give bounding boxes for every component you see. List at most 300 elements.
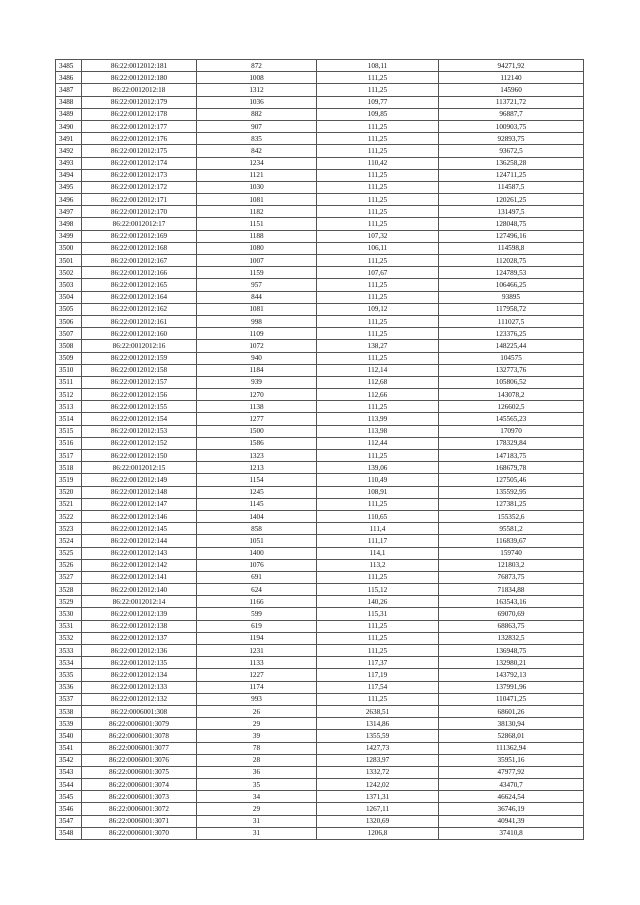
table-row [56, 96, 584, 108]
cadastral-number-cell: 86:22:0012012:171 [82, 194, 197, 206]
row-number-cell: 3511 [56, 376, 82, 388]
area-cell: 993 [197, 693, 317, 705]
row-number-cell: 3527 [56, 571, 82, 583]
cadastral-number-cell: 86:22:0012012:168 [82, 242, 197, 254]
row-number-cell: 3507 [56, 328, 82, 340]
area-cell: 1231 [197, 645, 317, 657]
area-cell: 1188 [197, 230, 317, 242]
area-cell: 957 [197, 279, 317, 291]
cadastral-number-cell: 86:22:0012012:145 [82, 523, 197, 535]
table-body [56, 60, 584, 840]
table-row [56, 754, 584, 766]
rate-cell: 111,25 [317, 352, 439, 364]
cadastral-number-cell: 86:22:0012012:179 [82, 96, 197, 108]
value-cell: 94271,92 [439, 60, 584, 72]
rate-cell: 1314,86 [317, 718, 439, 730]
rate-cell: 111,4 [317, 523, 439, 535]
area-cell: 1323 [197, 450, 317, 462]
value-cell: 93895 [439, 291, 584, 303]
value-cell: 143792,13 [439, 669, 584, 681]
table-row [56, 401, 584, 413]
value-cell: 126602,5 [439, 401, 584, 413]
area-cell: 1151 [197, 218, 317, 230]
row-number-cell: 3522 [56, 510, 82, 522]
table-row [56, 766, 584, 778]
area-cell: 1277 [197, 413, 317, 425]
row-number-cell: 3538 [56, 705, 82, 717]
value-cell: 168679,78 [439, 462, 584, 474]
row-number-cell: 3499 [56, 230, 82, 242]
table-row [56, 584, 584, 596]
area-cell: 26 [197, 705, 317, 717]
area-cell: 599 [197, 608, 317, 620]
area-cell: 842 [197, 145, 317, 157]
cadastral-number-cell: 86:22:0012012:150 [82, 450, 197, 462]
table-row [56, 315, 584, 327]
cadastral-number-cell: 86:22:0006001:3072 [82, 803, 197, 815]
area-cell: 624 [197, 584, 317, 596]
row-number-cell: 3485 [56, 60, 82, 72]
cadastral-number-cell: 86:22:0012012:172 [82, 181, 197, 193]
table-row [56, 267, 584, 279]
table-row [56, 523, 584, 535]
value-cell: 112140 [439, 72, 584, 84]
row-number-cell: 3492 [56, 145, 82, 157]
rate-cell: 112,14 [317, 364, 439, 376]
area-cell: 940 [197, 352, 317, 364]
cadastral-number-cell: 86:22:0006001:3070 [82, 827, 197, 839]
value-cell: 143078,2 [439, 389, 584, 401]
row-number-cell: 3516 [56, 437, 82, 449]
rate-cell: 111,25 [317, 145, 439, 157]
area-cell: 1194 [197, 632, 317, 644]
value-cell: 127381,25 [439, 498, 584, 510]
cadastral-number-cell: 86:22:0012012:17 [82, 218, 197, 230]
area-cell: 1007 [197, 255, 317, 267]
area-cell: 36 [197, 766, 317, 778]
rate-cell: 111,25 [317, 255, 439, 267]
value-cell: 93672,5 [439, 145, 584, 157]
rate-cell: 117,54 [317, 681, 439, 693]
table-row [56, 535, 584, 547]
cadastral-number-cell: 86:22:0012012:141 [82, 571, 197, 583]
row-number-cell: 3546 [56, 803, 82, 815]
area-cell: 835 [197, 133, 317, 145]
table-row [56, 559, 584, 571]
value-cell: 68601,26 [439, 705, 584, 717]
area-cell: 907 [197, 120, 317, 132]
value-cell: 46624,54 [439, 791, 584, 803]
cadastral-number-cell: 86:22:0012012:165 [82, 279, 197, 291]
value-cell: 105806,52 [439, 376, 584, 388]
table-row [56, 194, 584, 206]
area-cell: 1121 [197, 169, 317, 181]
value-cell: 148225,44 [439, 340, 584, 352]
cadastral-number-cell: 86:22:0012012:159 [82, 352, 197, 364]
table-row [56, 60, 584, 72]
area-cell: 882 [197, 108, 317, 120]
row-number-cell: 3487 [56, 84, 82, 96]
rate-cell: 1332,72 [317, 766, 439, 778]
row-number-cell: 3547 [56, 815, 82, 827]
data-table [55, 59, 584, 840]
table-row [56, 181, 584, 193]
cadastral-number-cell: 86:22:0012012:177 [82, 120, 197, 132]
area-cell: 1400 [197, 547, 317, 559]
value-cell: 37410,8 [439, 827, 584, 839]
table-row [56, 510, 584, 522]
value-cell: 123376,25 [439, 328, 584, 340]
rate-cell: 1427,73 [317, 742, 439, 754]
row-number-cell: 3545 [56, 791, 82, 803]
table-row [56, 815, 584, 827]
table-row [56, 462, 584, 474]
table-row [56, 425, 584, 437]
value-cell: 71834,88 [439, 584, 584, 596]
value-cell: 35951,16 [439, 754, 584, 766]
cadastral-number-cell: 86:22:0012012:170 [82, 206, 197, 218]
row-number-cell: 3508 [56, 340, 82, 352]
row-number-cell: 3529 [56, 596, 82, 608]
rate-cell: 1267,11 [317, 803, 439, 815]
row-number-cell: 3509 [56, 352, 82, 364]
table-row [56, 352, 584, 364]
value-cell: 136948,75 [439, 645, 584, 657]
table-row [56, 389, 584, 401]
row-number-cell: 3525 [56, 547, 82, 559]
cadastral-number-cell: 86:22:0012012:14 [82, 596, 197, 608]
area-cell: 1182 [197, 206, 317, 218]
cadastral-number-cell: 86:22:0012012:173 [82, 169, 197, 181]
area-cell: 1081 [197, 194, 317, 206]
row-number-cell: 3534 [56, 657, 82, 669]
cadastral-number-cell: 86:22:0012012:138 [82, 620, 197, 632]
area-cell: 1138 [197, 401, 317, 413]
area-cell: 29 [197, 718, 317, 730]
row-number-cell: 3540 [56, 730, 82, 742]
row-number-cell: 3504 [56, 291, 82, 303]
cadastral-number-cell: 86:22:0006001:3071 [82, 815, 197, 827]
value-cell: 69070,69 [439, 608, 584, 620]
rate-cell: 111,25 [317, 315, 439, 327]
table-row [56, 120, 584, 132]
value-cell: 110471,25 [439, 693, 584, 705]
row-number-cell: 3544 [56, 779, 82, 791]
area-cell: 29 [197, 803, 317, 815]
rate-cell: 117,19 [317, 669, 439, 681]
rate-cell: 114,1 [317, 547, 439, 559]
table-row [56, 657, 584, 669]
table-row [56, 705, 584, 717]
area-cell: 1133 [197, 657, 317, 669]
rate-cell: 107,32 [317, 230, 439, 242]
cadastral-number-cell: 86:22:0012012:178 [82, 108, 197, 120]
cadastral-number-cell: 86:22:0012012:180 [82, 72, 197, 84]
table-row [56, 669, 584, 681]
row-number-cell: 3517 [56, 450, 82, 462]
table-row [56, 376, 584, 388]
area-cell: 1159 [197, 267, 317, 279]
rate-cell: 110,49 [317, 474, 439, 486]
cadastral-number-cell: 86:22:0012012:133 [82, 681, 197, 693]
value-cell: 147183,75 [439, 450, 584, 462]
cadastral-number-cell: 86:22:0012012:156 [82, 389, 197, 401]
rate-cell: 109,85 [317, 108, 439, 120]
cadastral-number-cell: 86:22:0006001:3077 [82, 742, 197, 754]
value-cell: 96887,7 [439, 108, 584, 120]
table-row [56, 474, 584, 486]
value-cell: 117958,72 [439, 303, 584, 315]
area-cell: 1245 [197, 486, 317, 498]
table-row [56, 779, 584, 791]
row-number-cell: 3518 [56, 462, 82, 474]
area-cell: 31 [197, 827, 317, 839]
area-cell: 1234 [197, 157, 317, 169]
table-row [56, 157, 584, 169]
table-row [56, 133, 584, 145]
table-row [56, 291, 584, 303]
rate-cell: 111,25 [317, 571, 439, 583]
row-number-cell: 3502 [56, 267, 82, 279]
rate-cell: 111,25 [317, 620, 439, 632]
row-number-cell: 3491 [56, 133, 82, 145]
table-row [56, 681, 584, 693]
cadastral-number-cell: 86:22:0012012:157 [82, 376, 197, 388]
area-cell: 1500 [197, 425, 317, 437]
value-cell: 155352,6 [439, 510, 584, 522]
row-number-cell: 3528 [56, 584, 82, 596]
area-cell: 1145 [197, 498, 317, 510]
table-row [56, 230, 584, 242]
table-row [56, 608, 584, 620]
value-cell: 52868,01 [439, 730, 584, 742]
row-number-cell: 3494 [56, 169, 82, 181]
rate-cell: 111,25 [317, 72, 439, 84]
row-number-cell: 3542 [56, 754, 82, 766]
row-number-cell: 3514 [56, 413, 82, 425]
cadastral-number-cell: 86:22:0012012:18 [82, 84, 197, 96]
cadastral-number-cell: 86:22:0012012:175 [82, 145, 197, 157]
rate-cell: 109,12 [317, 303, 439, 315]
rate-cell: 140,26 [317, 596, 439, 608]
cadastral-number-cell: 86:22:0012012:15 [82, 462, 197, 474]
cadastral-number-cell: 86:22:0012012:167 [82, 255, 197, 267]
rate-cell: 112,44 [317, 437, 439, 449]
rate-cell: 111,25 [317, 645, 439, 657]
table-row [56, 437, 584, 449]
row-number-cell: 3524 [56, 535, 82, 547]
rate-cell: 113,2 [317, 559, 439, 571]
cadastral-number-cell: 86:22:0012012:162 [82, 303, 197, 315]
rate-cell: 111,17 [317, 535, 439, 547]
table-row [56, 328, 584, 340]
rate-cell: 2638,51 [317, 705, 439, 717]
table-row [56, 72, 584, 84]
value-cell: 178329,84 [439, 437, 584, 449]
table-row [56, 791, 584, 803]
table-row [56, 730, 584, 742]
rate-cell: 108,11 [317, 60, 439, 72]
value-cell: 127496,16 [439, 230, 584, 242]
row-number-cell: 3500 [56, 242, 82, 254]
table-row [56, 498, 584, 510]
value-cell: 38130,94 [439, 718, 584, 730]
rate-cell: 111,25 [317, 401, 439, 413]
area-cell: 31 [197, 815, 317, 827]
area-cell: 1213 [197, 462, 317, 474]
rate-cell: 139,06 [317, 462, 439, 474]
row-number-cell: 3535 [56, 669, 82, 681]
value-cell: 135592,95 [439, 486, 584, 498]
area-cell: 619 [197, 620, 317, 632]
table-row [56, 169, 584, 181]
value-cell: 36746,19 [439, 803, 584, 815]
row-number-cell: 3515 [56, 425, 82, 437]
rate-cell: 115,31 [317, 608, 439, 620]
area-cell: 844 [197, 291, 317, 303]
cadastral-number-cell: 86:22:0012012:140 [82, 584, 197, 596]
table-row [56, 279, 584, 291]
value-cell: 131497,5 [439, 206, 584, 218]
row-number-cell: 3496 [56, 194, 82, 206]
cadastral-number-cell: 86:22:0012012:161 [82, 315, 197, 327]
value-cell: 132980,21 [439, 657, 584, 669]
cadastral-number-cell: 86:22:0012012:160 [82, 328, 197, 340]
value-cell: 111362,94 [439, 742, 584, 754]
cadastral-number-cell: 86:22:0012012:181 [82, 60, 197, 72]
area-cell: 1008 [197, 72, 317, 84]
cadastral-number-cell: 86:22:0012012:146 [82, 510, 197, 522]
rate-cell: 111,25 [317, 693, 439, 705]
rate-cell: 109,77 [317, 96, 439, 108]
table-row [56, 645, 584, 657]
area-cell: 1076 [197, 559, 317, 571]
value-cell: 159740 [439, 547, 584, 559]
table-row [56, 413, 584, 425]
cadastral-number-cell: 86:22:0012012:154 [82, 413, 197, 425]
row-number-cell: 3536 [56, 681, 82, 693]
cadastral-number-cell: 86:22:0012012:158 [82, 364, 197, 376]
rate-cell: 1206,8 [317, 827, 439, 839]
rate-cell: 1371,31 [317, 791, 439, 803]
value-cell: 111027,5 [439, 315, 584, 327]
rate-cell: 113,98 [317, 425, 439, 437]
value-cell: 136258,28 [439, 157, 584, 169]
rate-cell: 111,25 [317, 218, 439, 230]
area-cell: 1174 [197, 681, 317, 693]
value-cell: 124711,25 [439, 169, 584, 181]
value-cell: 124789,53 [439, 267, 584, 279]
row-number-cell: 3510 [56, 364, 82, 376]
row-number-cell: 3497 [56, 206, 82, 218]
table-row [56, 632, 584, 644]
rate-cell: 111,25 [317, 450, 439, 462]
area-cell: 1051 [197, 535, 317, 547]
area-cell: 1072 [197, 340, 317, 352]
rate-cell: 117,37 [317, 657, 439, 669]
rate-cell: 111,25 [317, 120, 439, 132]
cadastral-number-cell: 86:22:0006001:308 [82, 705, 197, 717]
rate-cell: 111,25 [317, 279, 439, 291]
cadastral-number-cell: 86:22:0006001:3076 [82, 754, 197, 766]
cadastral-number-cell: 86:22:0012012:136 [82, 645, 197, 657]
rate-cell: 1242,02 [317, 779, 439, 791]
row-number-cell: 3490 [56, 120, 82, 132]
cadastral-number-cell: 86:22:0012012:137 [82, 632, 197, 644]
cadastral-number-cell: 86:22:0012012:166 [82, 267, 197, 279]
table-row [56, 84, 584, 96]
cadastral-number-cell: 86:22:0012012:148 [82, 486, 197, 498]
table-row [56, 255, 584, 267]
value-cell: 128048,75 [439, 218, 584, 230]
value-cell: 68863,75 [439, 620, 584, 632]
cadastral-number-cell: 86:22:0012012:139 [82, 608, 197, 620]
table-row [56, 718, 584, 730]
area-cell: 1166 [197, 596, 317, 608]
table-row [56, 486, 584, 498]
cadastral-number-cell: 86:22:0012012:174 [82, 157, 197, 169]
table-row [56, 108, 584, 120]
value-cell: 114587,5 [439, 181, 584, 193]
row-number-cell: 3503 [56, 279, 82, 291]
row-number-cell: 3537 [56, 693, 82, 705]
cadastral-number-cell: 86:22:0012012:147 [82, 498, 197, 510]
area-cell: 939 [197, 376, 317, 388]
value-cell: 112028,75 [439, 255, 584, 267]
value-cell: 145565,23 [439, 413, 584, 425]
rate-cell: 106,11 [317, 242, 439, 254]
row-number-cell: 3531 [56, 620, 82, 632]
rate-cell: 111,25 [317, 84, 439, 96]
value-cell: 113721,72 [439, 96, 584, 108]
value-cell: 95581,2 [439, 523, 584, 535]
rate-cell: 111,25 [317, 291, 439, 303]
area-cell: 1081 [197, 303, 317, 315]
value-cell: 40941,39 [439, 815, 584, 827]
table-row [56, 693, 584, 705]
row-number-cell: 3520 [56, 486, 82, 498]
table-row [56, 242, 584, 254]
area-cell: 35 [197, 779, 317, 791]
row-number-cell: 3541 [56, 742, 82, 754]
cadastral-number-cell: 86:22:0006001:3078 [82, 730, 197, 742]
area-cell: 28 [197, 754, 317, 766]
rate-cell: 138,27 [317, 340, 439, 352]
row-number-cell: 3526 [56, 559, 82, 571]
rate-cell: 111,25 [317, 632, 439, 644]
value-cell: 127505,46 [439, 474, 584, 486]
area-cell: 872 [197, 60, 317, 72]
rate-cell: 108,91 [317, 486, 439, 498]
area-cell: 1404 [197, 510, 317, 522]
cadastral-number-cell: 86:22:0012012:134 [82, 669, 197, 681]
row-number-cell: 3512 [56, 389, 82, 401]
row-number-cell: 3489 [56, 108, 82, 120]
area-cell: 1030 [197, 181, 317, 193]
table-row [56, 547, 584, 559]
row-number-cell: 3548 [56, 827, 82, 839]
rate-cell: 111,25 [317, 328, 439, 340]
table-row [56, 450, 584, 462]
rate-cell: 110,65 [317, 510, 439, 522]
value-cell: 116839,67 [439, 535, 584, 547]
value-cell: 120261,25 [439, 194, 584, 206]
rate-cell: 111,25 [317, 181, 439, 193]
cadastral-number-cell: 86:22:0012012:164 [82, 291, 197, 303]
area-cell: 1036 [197, 96, 317, 108]
cadastral-number-cell: 86:22:0012012:142 [82, 559, 197, 571]
area-cell: 1227 [197, 669, 317, 681]
